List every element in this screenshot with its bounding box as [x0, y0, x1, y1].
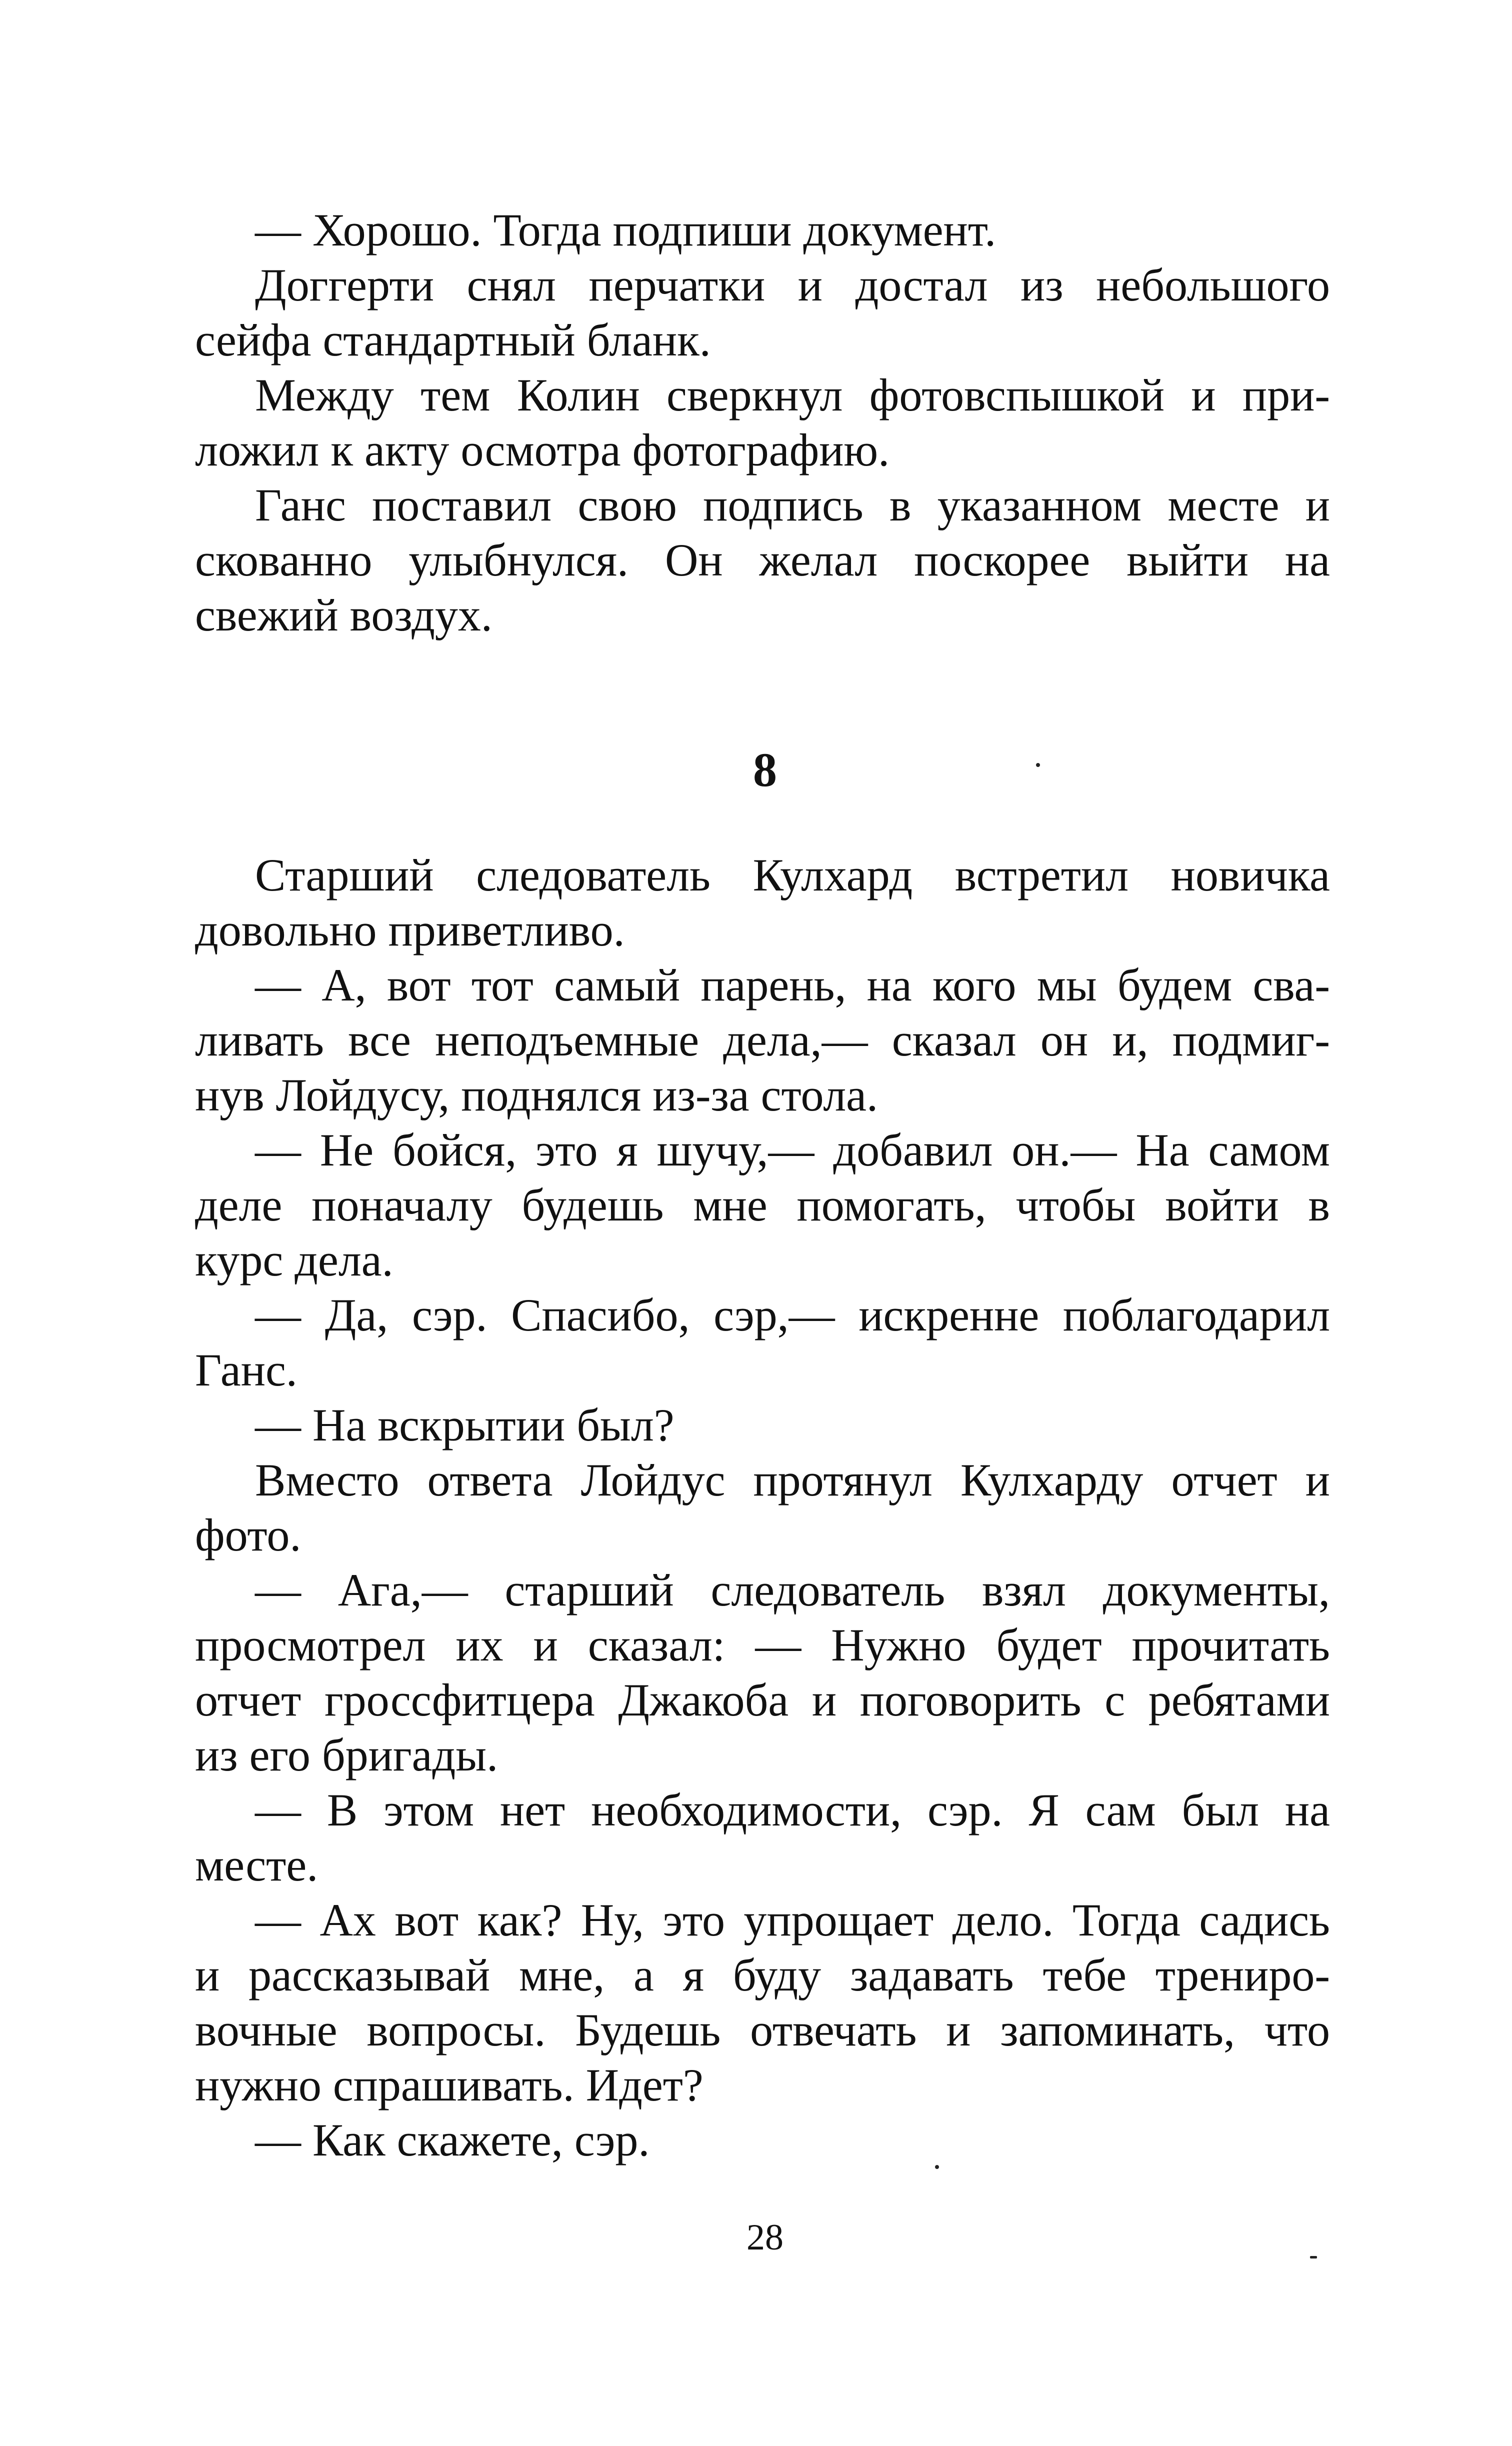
text-line: — Ага,— старший следователь взял документы,	[255, 1564, 1330, 1616]
text-line: — Да, сэр. Спасибо, сэр,— искренне поблагодарил	[255, 1290, 1330, 1340]
text-line: месте.	[195, 1840, 318, 1890]
text-line: ложил к акту осмотра фотографию.	[195, 424, 890, 476]
text-line: — Хорошо. Тогда подпиши документ.	[255, 204, 996, 256]
text-line: — Как скажете, сэр.	[255, 2114, 650, 2166]
text-line: нув Лойдусу, поднялся из-за стола.	[195, 1070, 878, 1120]
text-line: скованно улыбнулся. Он желал поскорее выйти на	[195, 534, 1330, 586]
text-line: нужно спрашивать. Идет?	[195, 2060, 704, 2110]
text-line: и рассказывай мне, а я буду задавать тебе трениро-	[195, 1950, 1330, 2000]
text-line: фото.	[195, 1510, 302, 1560]
text-line: Ганс поставил свою подпись в указанном месте и	[255, 480, 1330, 530]
text-line: Доггерти снял перчатки и достал из небольшого	[255, 260, 1330, 310]
chapter-number: 8	[753, 743, 777, 796]
text-line: — Не бойся, это я шучу,— добавил он.— На самом	[255, 1124, 1330, 1176]
text-line: — На вскрытии был?	[255, 1400, 674, 1450]
text-line: курс дела.	[195, 1234, 394, 1286]
text-line: деле поначалу будешь мне помогать, чтобы войти в	[195, 1180, 1330, 1230]
text-line: ливать все неподъемные дела,— сказал он и, подмиг-	[195, 1014, 1330, 1066]
text-line: из его бригады.	[195, 1730, 498, 1780]
print-speck	[1310, 2256, 1317, 2258]
text-line: — А, вот тот самый парень, на кого мы будем сва-	[255, 960, 1330, 1010]
text-line: просмотрел их и сказал: — Нужно будет прочитать	[195, 1620, 1330, 1670]
text-line: — Ах вот как? Ну, это упрощает дело. Тогда садись	[255, 1894, 1330, 1946]
text-line: свежий воздух.	[195, 590, 492, 640]
text-line: отчет гроссфитцера Джакоба и поговорить с ребятами	[195, 1674, 1330, 1726]
text-line: Старший следователь Кулхард встретил новичка	[255, 850, 1330, 900]
print-speck	[935, 2165, 939, 2169]
page-number: 28	[746, 2217, 784, 2258]
text-line: довольно приветливо.	[195, 904, 625, 956]
text-line: сейфа стандартный бланк.	[195, 314, 711, 366]
text-line: Между тем Колин сверкнул фотовспышкой и при-	[255, 370, 1330, 420]
text-line: Вместо ответа Лойдус протянул Кулхарду отчет и	[255, 1454, 1330, 1506]
text-line: Ганс.	[195, 1344, 298, 1396]
text-line: — В этом нет необходимости, сэр. Я сам был на	[255, 1784, 1330, 1836]
print-speck	[1036, 763, 1040, 767]
text-line: вочные вопросы. Будешь отвечать и запоминать, что	[195, 2004, 1330, 2056]
